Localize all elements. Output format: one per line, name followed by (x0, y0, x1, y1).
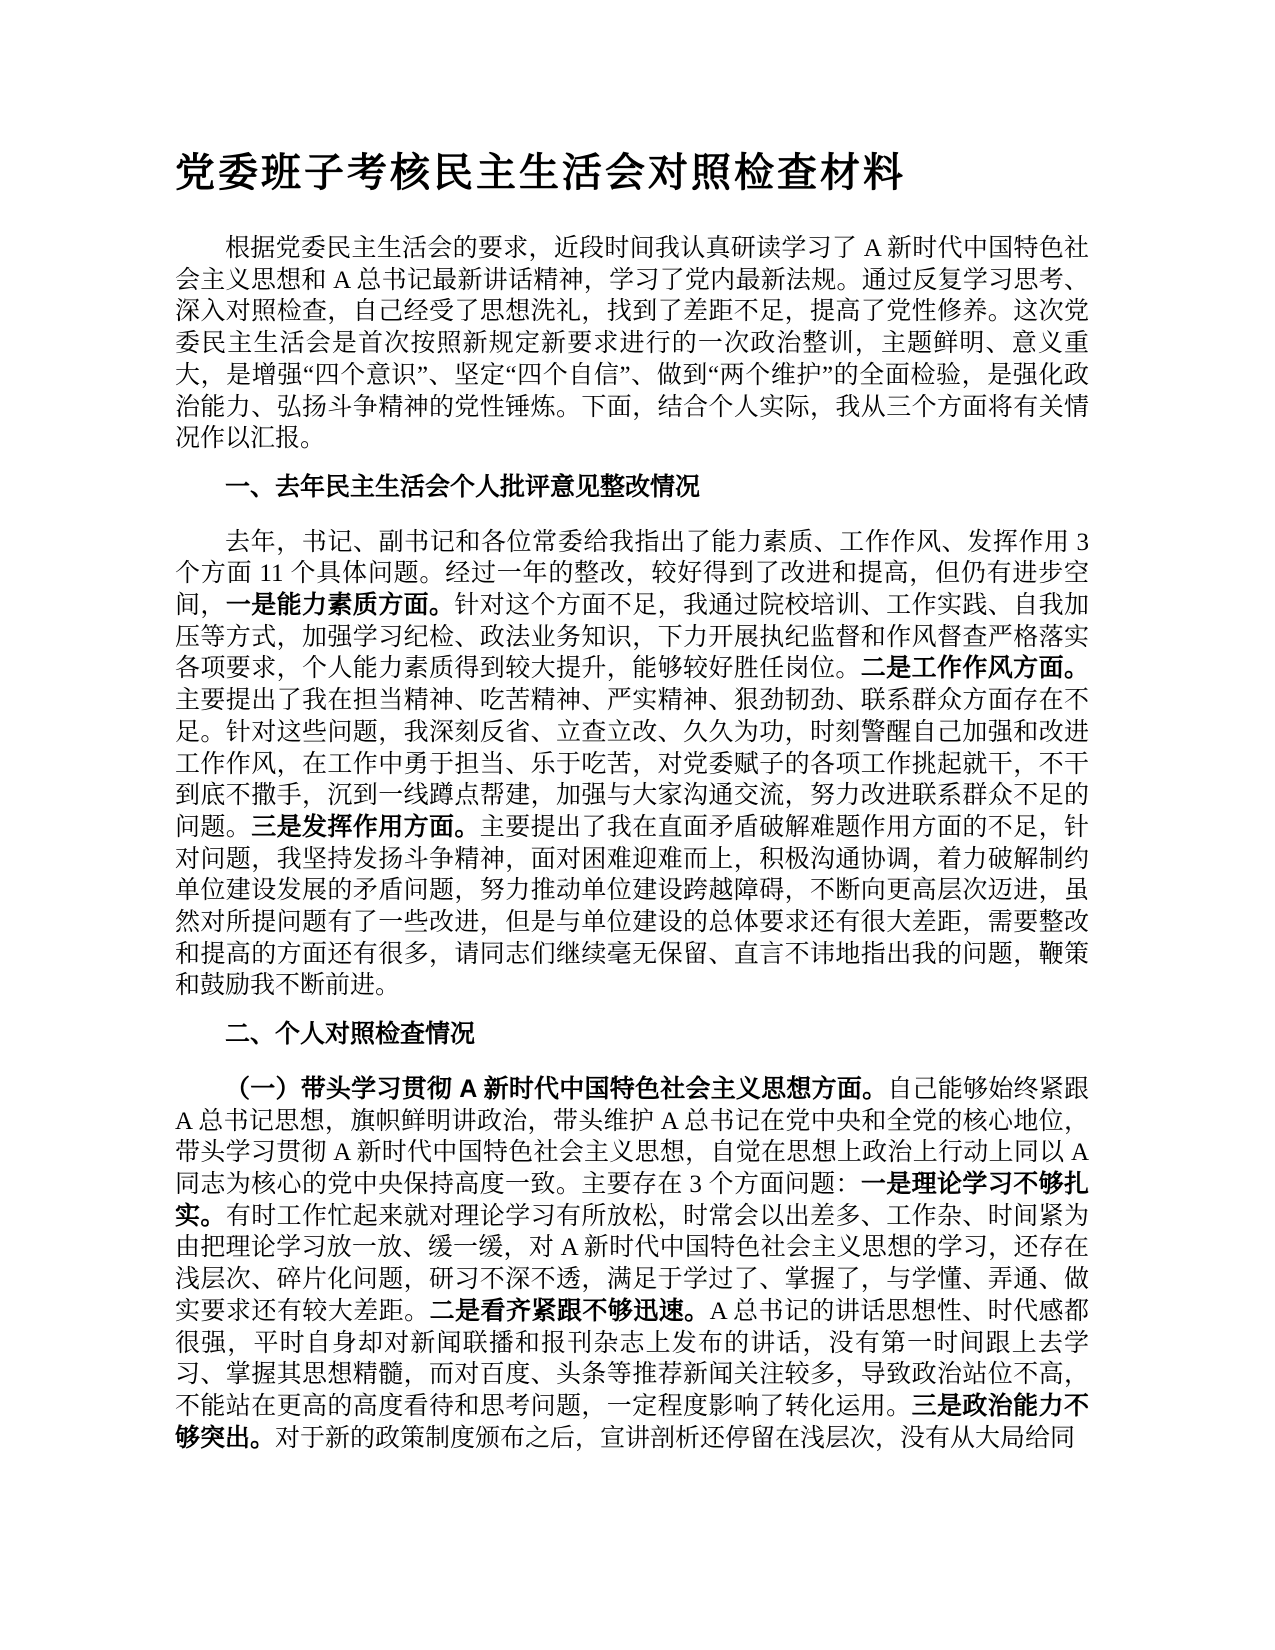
intro-paragraph (175, 233, 1089, 455)
text-run: 主要提出了我在担当精神、吃苦精神、严实精神、狠劲韧劲、联系群众方面存在不足。针对这些问题，我深刻反省、立查立改、久久为功，时刻警醒自己加强和改进工作作风，在工作中勇于担当、乐于吃苦，对党委赋子的各项工作挑起就干，不干到底不撒手，沉到一线蹲点帮建，加强与大家沟通交流，努力改进联系群众不足的问题。 (175, 687, 1089, 841)
text-run: 对于新的政策制度颁布之后，宣讲剖析还停留在浅层次，没有从大局给同 (275, 1424, 1076, 1452)
bold-run: 三是发挥作用方面。 (251, 812, 480, 841)
text-run: 去年，书记、副书记和各位常委给我指出了能力素质、工作作风、发挥作用 3 个方面 11 个具体问题。经过一年的整改，较好得到了改进和提高，但仍有进步空间， (175, 528, 1089, 620)
section-1-heading: 一、去年民主生活会个人批评意见整改情况 (225, 472, 701, 501)
bold-run: 二是看齐紧跟不够迅速。 (429, 1296, 710, 1325)
section-2-paragraph (175, 1074, 1089, 1454)
text-run: A 总书记的讲话思想性、时代感都很强，平时自身却对新闻联播和报刊杂志上发布的讲话，没有第一时间跟上去学习、掌握其思想精髓，而对百度、头条等推荐新闻关注较多，导致政治站位不高，不能站在更高的高度看待和思考问题，一定程度影响了转化运用。 (175, 1297, 1089, 1420)
text-run: 根据党委民主生活会的要求，近段时间我认真研读学习了 A 新时代中国特色社会主义思想和 A 总书记最新讲话精神，学习了党内最新法规。通过反复学习思考、深入对照检查，自己经受了思想洗礼，找到了差距不足，提高了党性修养。这次党委民主生活会是首次按照新规定新要求进行的一次政治整训，主题鲜明、意义重大，是增强“四个意识”、坚定“四个自信”、做到“两个维护”的全面检验，是强化政治能力、弘扬斗争精神的党性锤炼。下面，结合个人实际，我从三个方面将有关情况作以汇报。 (175, 235, 1089, 453)
bold-run: （一）带头学习贯彻 A 新时代中国特色社会主义思想方面。 (225, 1074, 888, 1103)
section-2-heading: 二、个人对照检查情况 (225, 1020, 476, 1049)
text-run: 自己能够始终紧跟 A 总书记思想，旗帜鲜明讲政治，带头维护 A 总书记在党中央和全党的核心地位，带头学习贯彻 A 新时代中国特色社会主义思想，自觉在思想上政治上行动上同以 A 同志为核心的党中央保持高度一致。主要存在 3 个方面问题： (175, 1075, 1089, 1198)
text-run: 针对这个方面不足，我通过院校培训、工作实践、自我加压等方式，加强学习纪检、政法业务知识，下力开展执纪监督和作风督查严格落实各项要求，个人能力素质得到较大提升，能够较好胜任岗位。 (175, 592, 1089, 683)
bold-run: 一是能力素质方面。 (225, 591, 455, 620)
bold-run: 三是政治能力不够突出。 (175, 1391, 1089, 1452)
text-run: 主要提出了我在直面矛盾破解难题作用方面的不足，针对问题，我坚持发扬斗争精神，面对困难迎难而上，积极沟通协调，着力破解制约单位建设发展的矛盾问题，努力推动单位建设跨越障碍，不断向更高层次迈进，虽然对所提问题有了一些改进，但是与单位建设的总体要求还有很大差距，需要整改和提高的方面还有很多，请同志们继续毫无保留、直言不讳地指出我的问题，鞭策和鼓励我不断前进。 (175, 813, 1089, 1000)
bold-run: 二是工作作风方面。 (860, 654, 1089, 683)
text-run: 有时工作忙起来就对理论学习有所放松，时常会以出差多、工作杂、时间紧为由把理论学习放一放、缓一缓，对 A 新时代中国特色社会主义思想的学习，还存在浅层次、碎片化问题，研习不深不透，满足于学过了、掌握了，与学懂、弄通、做实要求还有较大差距。 (175, 1202, 1089, 1325)
document-title: 党委班子考核民主生活会对照检查材料 (175, 151, 906, 195)
bold-run: 一是理论学习不够扎实。 (175, 1169, 1089, 1230)
section-1-paragraph (175, 527, 1089, 1003)
